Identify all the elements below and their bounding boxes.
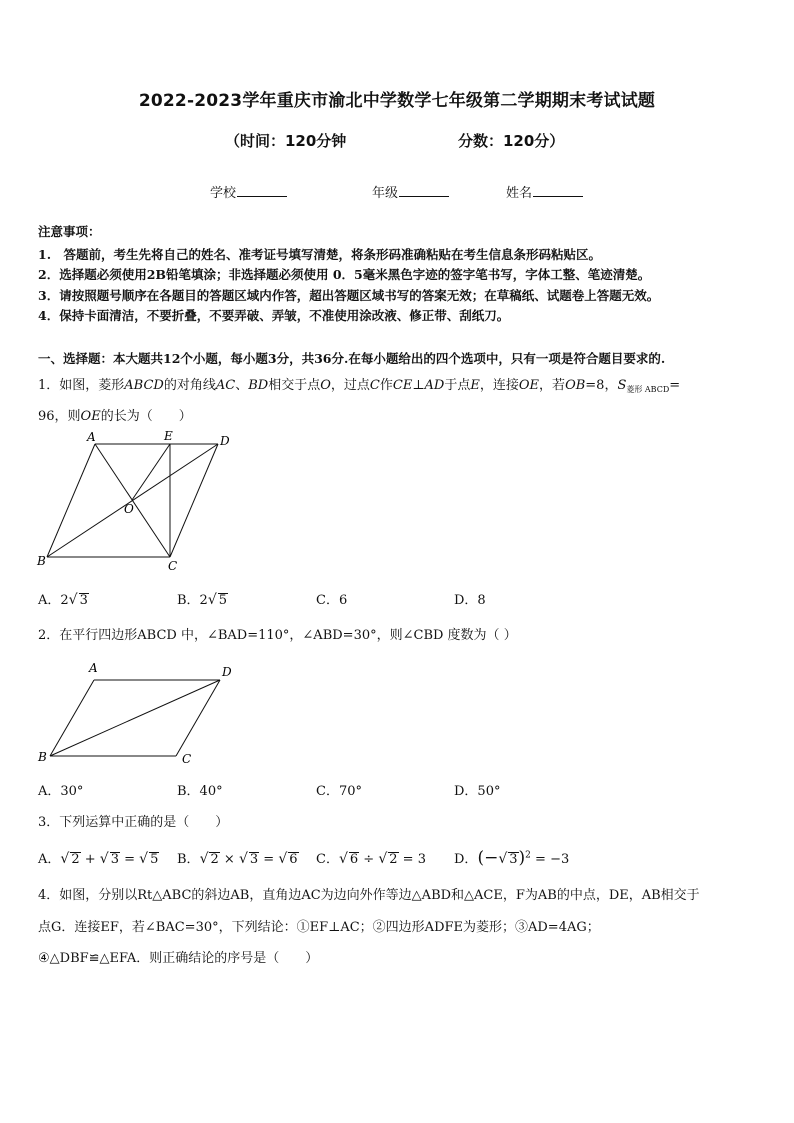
q2-parallelogram-figure	[30, 656, 245, 771]
q2-option-c[interactable]: C．70°	[316, 784, 362, 799]
q2-text: 2．在平行四边形ABCD 中，∠BAD=110°，∠ABD=30°，则∠CBD 度数为（ ）	[38, 628, 517, 643]
label-a: A	[87, 430, 96, 444]
label-c: C	[182, 752, 192, 766]
q3-option-d[interactable]: D．(−√ 3)$^2$ = −3	[454, 848, 570, 868]
school-blank[interactable]	[237, 184, 287, 197]
diagonal-bd	[47, 444, 218, 557]
q1-line1: 1．如图，菱形ABCD的对角线AC、BD相交于点O，过点C作CE⊥AD于点E，连接OE，若OB=8，$S_{菱形 ABCD}=$	[38, 378, 681, 394]
label-o: O	[124, 502, 134, 516]
school-label: 学校	[210, 186, 237, 201]
note-item: 3．请按照题号顺序在各题目的答题区域内作答，超出答题区域书写的答案无效；在草稿纸、试题卷上答题无效。	[38, 288, 660, 303]
label-d: D	[222, 665, 232, 679]
q4-line2: 点G．连接EF，若∠BAC=30°，下列结论：①EF⊥AC；②四边形ADFE为菱形；③AD=4AG；	[38, 920, 600, 935]
exam-time: （时间：120分钟	[225, 132, 347, 150]
edge-ab	[50, 680, 94, 756]
label-d: D	[220, 434, 230, 448]
page-title: 2022-2023学年重庆市渝北中学数学七年级第二学期期末考试试题	[138, 91, 656, 111]
label-a: A	[89, 661, 98, 675]
label-b: B	[37, 554, 46, 568]
q2-option-b[interactable]: B．40°	[177, 784, 223, 799]
label-b: B	[38, 750, 47, 764]
name-label: 姓名	[506, 186, 533, 201]
section-heading: 一、选择题：本大题共12个小题，每小题3分，共36分.在每小题给出的四个选项中，只有一项是符合题目要求的.	[38, 351, 666, 366]
q4-line3: ④△DBF≌△EFA．则正确结论的序号是（ ）	[38, 951, 319, 966]
note-item: 2．选择题必须使用2B铅笔填涂；非选择题必须使用 0．5毫米黑色字迹的签字笔书写，字体工整、笔迹清楚。	[38, 267, 651, 282]
grade-field	[372, 182, 449, 201]
q1-option-c[interactable]: C．6	[316, 593, 348, 608]
grade-label: 年级	[372, 186, 399, 201]
q4-line1: 4．如图，分别以Rt△ABC的斜边AB，直角边AC为边向外作等边△ABD和△ACE，F为AB的中点，DE，AB相交于	[38, 888, 700, 903]
label-e: E	[164, 429, 173, 443]
edge-ab	[47, 444, 95, 557]
name-blank[interactable]	[533, 184, 583, 197]
school-field	[210, 182, 287, 201]
q3-text: 3．下列运算中正确的是（ ）	[38, 815, 229, 830]
q1-option-b[interactable]: B．2√ 5	[177, 592, 228, 608]
q1-option-d[interactable]: D．8	[454, 593, 486, 608]
q1-option-a[interactable]: A．2√ 3	[38, 592, 88, 608]
q3-option-a[interactable]: A．√ 2 + √ 3 = √ 5	[38, 851, 159, 867]
q1-rhombus-figure	[30, 428, 245, 576]
name-field	[506, 182, 583, 201]
q2-option-a[interactable]: A．30°	[38, 784, 84, 799]
diagonal-bd	[50, 680, 220, 756]
grade-blank[interactable]	[399, 184, 449, 197]
q3-option-c[interactable]: C．√ 6 ÷ √ 2 = 3	[316, 851, 426, 867]
edge-dc	[176, 680, 220, 756]
label-c: C	[168, 559, 178, 573]
note-item: 4．保持卡面清洁，不要折叠，不要弄破、弄皱，不准使用涂改液、修正带、刮纸刀。	[38, 308, 510, 323]
segment-oe	[132, 444, 170, 500]
q1-line2: 96，则OE的长为（ ）	[38, 409, 192, 424]
edge-dc	[170, 444, 218, 557]
notes-title: 注意事项：	[38, 224, 101, 239]
exam-score: 分数：120分）	[458, 132, 565, 150]
q3-option-b[interactable]: B．√ 2 × √ 3 = √ 6	[177, 851, 298, 867]
q2-option-d[interactable]: D．50°	[454, 784, 501, 799]
note-item: 1. 答题前，考生先将自己的姓名、准考证号填写清楚，将条形码准确粘贴在考生信息条形码粘贴区。	[38, 247, 602, 262]
